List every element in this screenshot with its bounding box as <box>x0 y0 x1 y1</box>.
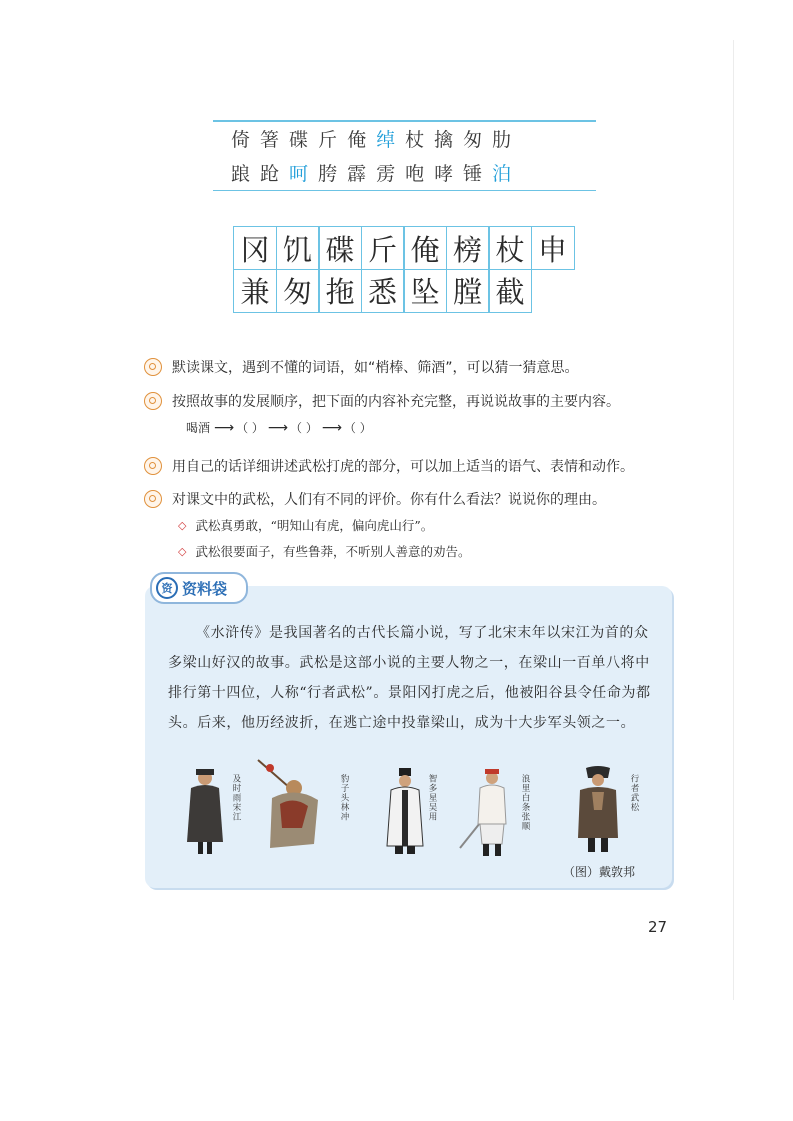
question-bullet-icon <box>144 358 162 376</box>
reading-char: 哮 <box>434 163 454 185</box>
reading-char: 倚 <box>231 129 251 151</box>
figure-lin-chong <box>256 758 326 852</box>
reading-row-1 <box>213 122 596 156</box>
arrow-icon: ⟶ <box>214 419 235 436</box>
illustration-credit: （图）戴敦邦 <box>563 865 636 879</box>
resource-title: 资料袋 <box>182 579 228 598</box>
option-2 <box>178 542 470 560</box>
reading-char: 擒 <box>434 129 454 151</box>
diamond-icon: ◇ <box>178 518 187 532</box>
option-1-text: 武松真勇敢，“明知山有虎，偏向虎山行”。 <box>195 518 434 533</box>
writing-char-cell: 匆 <box>276 269 320 313</box>
figure-zhang-shun <box>458 768 518 858</box>
question-2 <box>144 391 620 411</box>
reading-char: 俺 <box>347 129 367 151</box>
bottom-rule <box>213 190 596 192</box>
question-bullet-icon <box>144 457 162 475</box>
reading-char: 碟 <box>289 129 309 151</box>
reading-row-2 <box>213 156 596 190</box>
option-2-text: 武松很要面子，有些鲁莽，不听别人善意的劝告。 <box>195 544 471 559</box>
figure-label: 浪里白条张顺 <box>520 774 530 831</box>
blank-3[interactable]: （ ） <box>343 421 372 435</box>
figure-label: 智多星吴用 <box>427 774 437 822</box>
question-4 <box>144 489 606 509</box>
figure-label: 行者武松 <box>629 774 639 812</box>
writing-row-1 <box>233 226 573 269</box>
resource-text: 《水浒传》是我国著名的古代长篇小说，写了北宋末年以宋江为首的众多梁山好汉的故事。武松是这部小说的主要人物之一，在梁山一百单八将中排行第十四位，人称“行者武松”。景阳冈打虎之后，他被阳谷县令任命为都头。后来，他历经波折，在逃亡途中投靠梁山，成为十大步军头领之一。 <box>168 625 651 731</box>
reading-char: 霹 <box>347 163 367 185</box>
reading-char: 匆 <box>463 129 483 151</box>
figure-wu-song <box>572 766 624 856</box>
reading-char: 胯 <box>318 163 338 185</box>
writing-char-cell: 坠 <box>403 269 447 313</box>
reading-char: 箸 <box>260 129 280 151</box>
question-3-text: 用自己的话详细讲述武松打虎的部分，可以加上适当的语气、表情和动作。 <box>172 459 634 475</box>
arrow-icon: ⟶ <box>267 419 288 436</box>
writing-char-cell: 饥 <box>276 226 320 270</box>
writing-char-cell: 碟 <box>318 226 362 270</box>
question-bullet-icon <box>144 392 162 410</box>
blank-2[interactable]: （ ） <box>290 421 318 435</box>
option-1 <box>178 516 433 534</box>
blank-1[interactable]: （ ） <box>236 421 264 435</box>
figure-wu-yong <box>383 768 427 856</box>
writing-char-cell: 杖 <box>488 226 532 270</box>
arrow-icon: ⟶ <box>321 419 342 436</box>
writing-row-2 <box>233 269 573 312</box>
question-3 <box>144 456 634 476</box>
question-1-text: 默读课文，遇到不懂的词语，如“梢棒、筛酒”，可以猜一猜意思。 <box>172 360 579 376</box>
diamond-icon: ◇ <box>178 544 187 558</box>
resource-badge-icon: 资 <box>156 577 178 599</box>
question-1 <box>144 357 579 377</box>
writing-char-cell: 申 <box>531 226 575 270</box>
reading-characters <box>213 120 596 191</box>
question-2-text: 按照故事的发展顺序，把下面的内容补充完整，再说说故事的主要内容。 <box>172 394 620 410</box>
page-edge <box>733 40 734 1000</box>
reading-char: 跄 <box>260 163 280 185</box>
page-number: 27 <box>648 918 668 936</box>
writing-char-cell: 兼 <box>233 269 277 313</box>
reading-char: 绰 <box>376 129 396 151</box>
flow-start: 喝酒 <box>186 421 211 435</box>
writing-char-cell: 膛 <box>446 269 490 313</box>
question-bullet-icon <box>144 490 162 508</box>
writing-char-cell: 截 <box>488 269 532 313</box>
reading-char: 呵 <box>289 163 309 185</box>
reading-char: 斤 <box>318 129 338 151</box>
writing-char-cell: 斤 <box>361 226 405 270</box>
writing-char-cell: 冈 <box>233 226 277 270</box>
reading-char: 泊 <box>492 163 512 185</box>
figure-label: 及时雨宋江 <box>231 774 241 822</box>
reading-char: 锤 <box>463 163 483 185</box>
reading-char: 咆 <box>405 163 425 185</box>
writing-char-cell: 俺 <box>403 226 447 270</box>
writing-char-cell: 悉 <box>361 269 405 313</box>
writing-char-cell: 榜 <box>446 226 490 270</box>
question-4-text: 对课文中的武松，人们有不同的评价。你有什么看法？说说你的理由。 <box>172 492 606 508</box>
reading-char: 杖 <box>405 129 425 151</box>
reading-char: 踉 <box>231 163 251 185</box>
writing-char-cell: 拖 <box>318 269 362 313</box>
figure-song-jiang <box>183 768 231 856</box>
figure-label: 豹子头林冲 <box>339 774 349 822</box>
writing-characters-grid <box>233 226 573 311</box>
resource-tab <box>150 572 248 604</box>
reading-char: 肋 <box>492 129 512 151</box>
story-sequence <box>186 419 372 436</box>
reading-char: 雳 <box>376 163 396 185</box>
